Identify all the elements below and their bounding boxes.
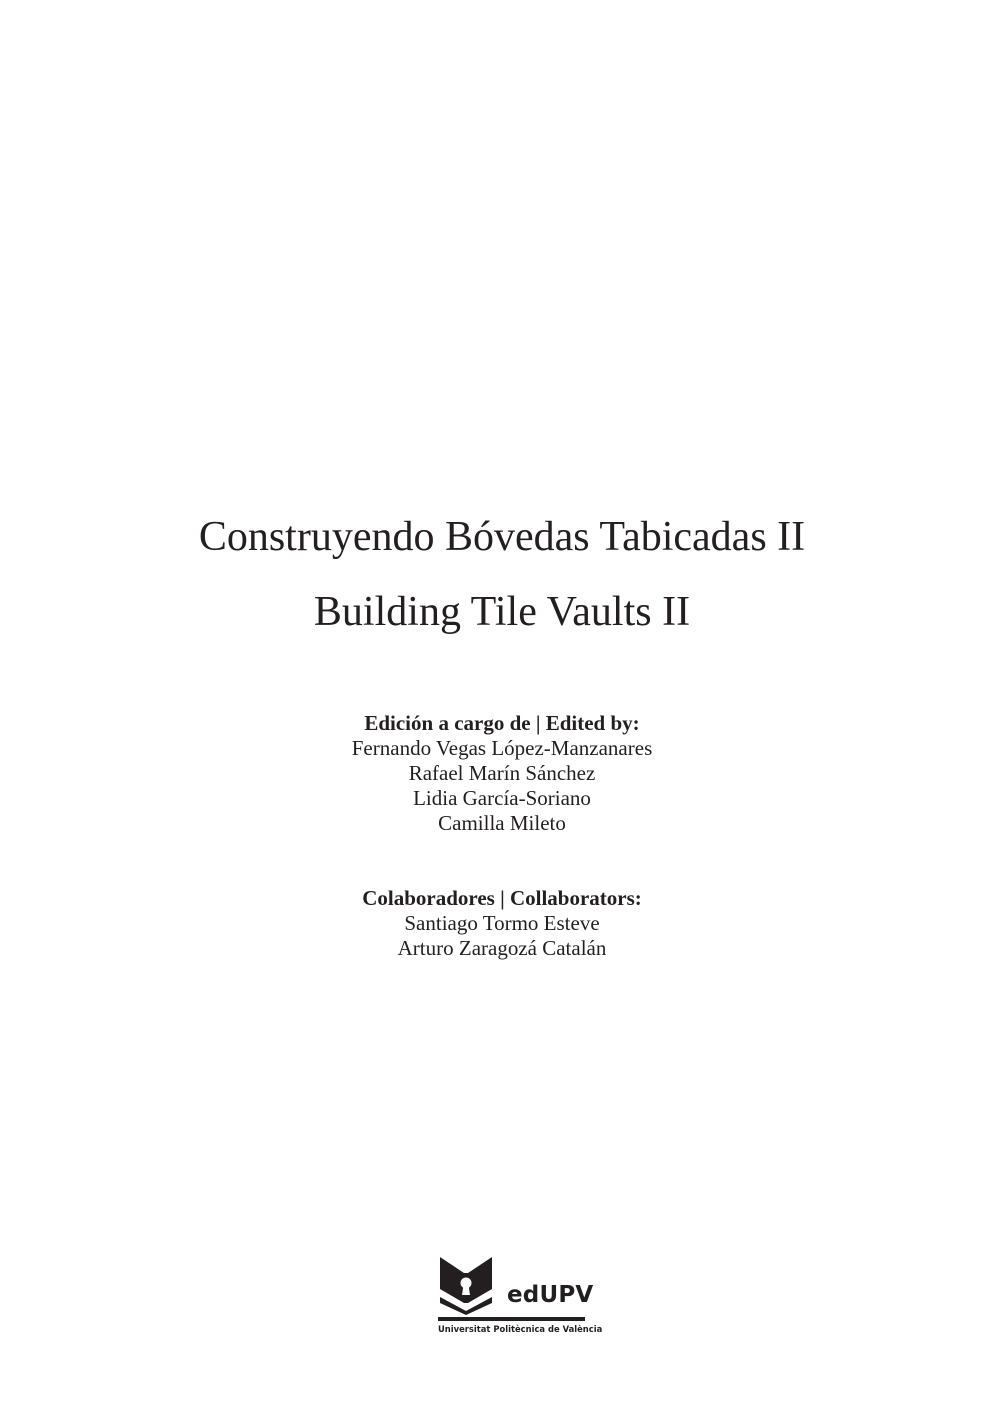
- editors-heading: Edición a cargo de | Edited by:: [364, 711, 640, 735]
- collaborator-name: Arturo Zaragozá Catalán: [397, 936, 607, 960]
- title-english: Building Tile Vaults II: [313, 589, 691, 635]
- publisher-name: edUPV: [507, 1282, 594, 1308]
- logo-divider: [438, 1317, 585, 1321]
- editor-name: Fernando Vegas López-Manzanares: [351, 736, 653, 760]
- collaborator-name: Santiago Tormo Esteve: [404, 911, 600, 935]
- editor-name: Lidia García-Soriano: [413, 786, 591, 810]
- editor-name: Camilla Mileto: [438, 811, 566, 835]
- editors-block: [0, 711, 1004, 836]
- publisher-logo: [438, 1255, 603, 1345]
- collaborators-block: [0, 886, 1004, 961]
- editor-name: Rafael Marín Sánchez: [408, 761, 596, 785]
- open-book-icon: [438, 1255, 494, 1315]
- publisher-subtitle: Universitat Politècnica de València: [438, 1324, 603, 1334]
- collaborators-heading: Colaboradores | Collaborators:: [362, 886, 642, 910]
- title-spanish: Construyendo Bóvedas Tabicadas II: [198, 514, 806, 560]
